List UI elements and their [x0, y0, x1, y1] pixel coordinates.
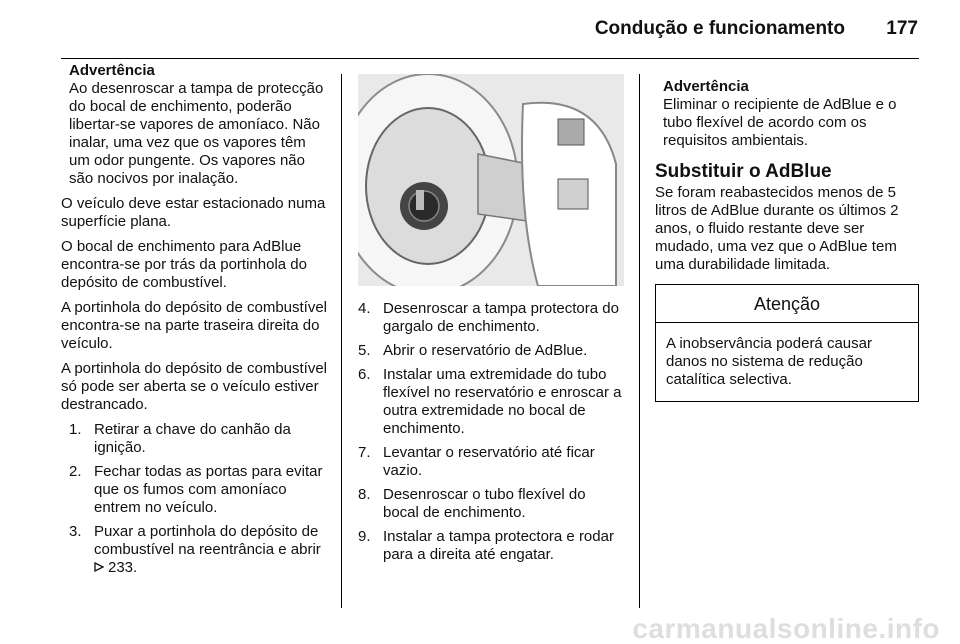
list-item: [358, 528, 624, 564]
attention-text: A inobservância poderá causar danos no sistema de redução catalítica selectiva.: [666, 335, 872, 388]
step-text: Desenroscar o tubo flexível do bocal de enchimento.: [383, 486, 586, 521]
warning-block: [61, 62, 327, 188]
list-item: [358, 444, 624, 480]
list-item: [358, 486, 624, 522]
list-item: [358, 366, 624, 438]
step-number: 7.: [358, 444, 371, 461]
step-number: 3.: [69, 523, 82, 540]
paragraph: O veículo deve estar estacionado numa superfície plana.: [61, 195, 326, 230]
step-text: Desenroscar a tampa protectora do gargalo de enchimento.: [383, 300, 619, 335]
column-divider-1: [341, 74, 342, 608]
list-item: [358, 300, 624, 336]
step-text: Levantar o reservatório até ficar vazio.: [383, 444, 595, 479]
step-number: 4.: [358, 300, 371, 317]
steps-list: [61, 421, 327, 577]
paragraph: A portinhola do depósito de combustível só pode ser aberta se o veículo estiver destrancado.: [61, 360, 328, 413]
page-reference-link[interactable]: 233.: [108, 559, 138, 576]
attention-title: Atenção: [656, 285, 918, 323]
paragraph: A portinhola do depósito de combustível encontra-se na parte traseira direita do veículo.: [61, 299, 328, 352]
warning-block: [655, 78, 919, 150]
step-text: Puxar a portinhola do depósito de combustível na reentrância e abrir: [94, 523, 321, 558]
column-middle: [358, 74, 624, 570]
page-title: Condução e funcionamento: [594, 18, 845, 39]
page-number: 177: [886, 18, 918, 39]
attention-box: [655, 284, 919, 402]
warning-title: Advertência: [663, 78, 749, 95]
column-right: [655, 78, 919, 402]
step-text: Instalar a tampa protectora e rodar para a direita até engatar.: [383, 528, 614, 563]
column-left: [61, 62, 327, 583]
paragraph: O bocal de enchimento para AdBlue encontra-se por trás da portinhola do depósito de combustível.: [61, 238, 307, 291]
column-divider-2: [639, 74, 640, 608]
watermark-text: carmanualsonline.info: [632, 613, 940, 644]
step-number: 6.: [358, 366, 371, 383]
fuel-flap-adblue-photo: [358, 74, 624, 286]
step-text: Fechar todas as portas para evitar que os fumos com amoníaco entrem no veículo.: [94, 463, 323, 516]
cross-reference-arrow-icon: [94, 559, 108, 577]
list-item: [69, 523, 327, 577]
warning-text: Ao desenroscar a tampa de protecção do bocal de enchimento, poderão libertar-se vapores de amoníaco. Não inalar, uma vez que os vapores têm um odor pungente. Os vapores não são nocivos por inalação.: [69, 80, 324, 187]
step-number: 8.: [358, 486, 371, 503]
list-item: [358, 342, 624, 360]
step-number: 5.: [358, 342, 371, 359]
steps-list: [358, 300, 624, 564]
list-item: [69, 421, 327, 457]
step-text: Instalar uma extremidade do tubo flexível no reservatório e enroscar a outra extremidade no bocal de enchimento.: [383, 366, 622, 437]
step-number: 2.: [69, 463, 82, 480]
header-divider: [61, 58, 919, 59]
section-heading: Substituir o AdBlue: [655, 161, 832, 182]
warning-text: Eliminar o recipiente de AdBlue e o tubo flexível de acordo com os requisitos ambientais.: [663, 96, 897, 149]
section-text: Se foram reabastecidos menos de 5 litros de AdBlue durante os últimos 2 anos, o fluido restante deve ser mudado, uma vez que o AdBlue tem uma durabilidade limitada.: [655, 184, 899, 273]
step-text: Abrir o reservatório de AdBlue.: [383, 342, 588, 359]
step-number: 9.: [358, 528, 371, 545]
step-number: 1.: [69, 421, 82, 438]
step-text: Retirar a chave do canhão da ignição.: [94, 421, 291, 456]
list-item: [69, 463, 327, 517]
warning-title: Advertência: [69, 62, 155, 79]
